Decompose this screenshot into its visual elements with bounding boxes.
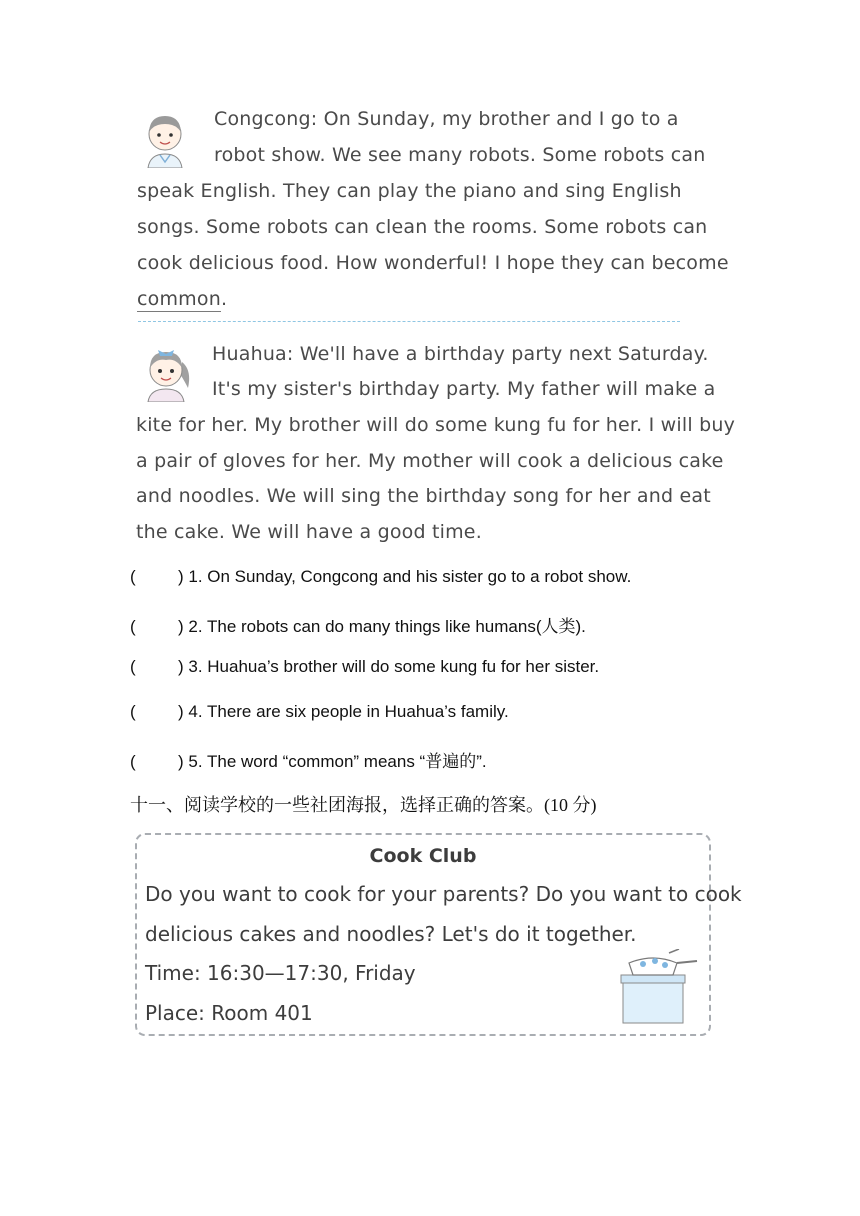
question-5 <box>130 747 487 772</box>
answer-blank[interactable]: ( <box>130 657 136 676</box>
poster-line: delicious cakes and noodles? Let's do it together. <box>145 922 637 946</box>
passage1-line: robot show. We see many robots. Some robots can <box>214 144 706 166</box>
question-3 <box>130 657 599 677</box>
cook-club-poster <box>135 833 742 1036</box>
question-1 <box>130 567 631 587</box>
passage1-last-line <box>137 288 227 310</box>
answer-blank[interactable]: ( <box>130 702 136 721</box>
question-text: ) 4. There are six people in Huahua’s family. <box>178 702 509 721</box>
passage2-line: kite for her. My brother will do some kung fu for her. I will buy <box>136 414 736 436</box>
passage1-line: cook delicious food. How wonderful! I hope they can become <box>137 252 729 274</box>
section-title: 十一、阅读学校的一些社团海报，选择正确的答案。(10 分) <box>130 795 597 815</box>
passage2-line: a pair of gloves for her. My mother will cook a delicious cake <box>136 450 724 472</box>
question-4 <box>130 702 509 722</box>
poster-line: Time: 16:30—17:30, Friday <box>145 961 416 985</box>
passage1-line: Congcong: On Sunday, my brother and I go to a <box>214 108 679 130</box>
poster-line: Place: Room 401 <box>145 1001 313 1025</box>
poster-title: Cook Club <box>369 845 477 867</box>
boy-avatar-icon <box>140 110 190 168</box>
poster-line: Do you want to cook for your parents? Do you want to cook <box>145 882 742 906</box>
passage2-line: Huahua: We'll have a birthday party next Saturday. <box>212 343 709 365</box>
question-text: ) 1. On Sunday, Congcong and his sister go to a robot show. <box>178 567 632 586</box>
answer-blank[interactable]: ( <box>130 567 136 586</box>
dashed-divider <box>138 321 680 322</box>
question-text: ) 2. The robots can do many things like humans(人类). <box>178 617 586 636</box>
passage2-line: It's my sister's birthday party. My father will make a <box>212 378 716 400</box>
underlined-word: common <box>137 288 221 310</box>
answer-blank[interactable]: ( <box>130 752 136 771</box>
question-2 <box>130 612 586 637</box>
period: . <box>220 288 228 310</box>
passage2-line: the cake. We will have a good time. <box>136 521 482 543</box>
question-text: ) 5. The word “common” means “普遍的”. <box>178 752 487 771</box>
passage1-line: songs. Some robots can clean the rooms. Some robots can <box>137 216 708 238</box>
answer-blank[interactable]: ( <box>130 617 136 636</box>
cooking-pot-icon <box>619 949 699 1025</box>
question-text: ) 3. Huahua’s brother will do some kung fu for her sister. <box>178 657 600 676</box>
passage1-line: speak English. They can play the piano and sing English <box>137 180 682 202</box>
passage2-line: and noodles. We will sing the birthday song for her and eat <box>136 485 711 507</box>
girl-avatar-icon <box>138 344 194 402</box>
